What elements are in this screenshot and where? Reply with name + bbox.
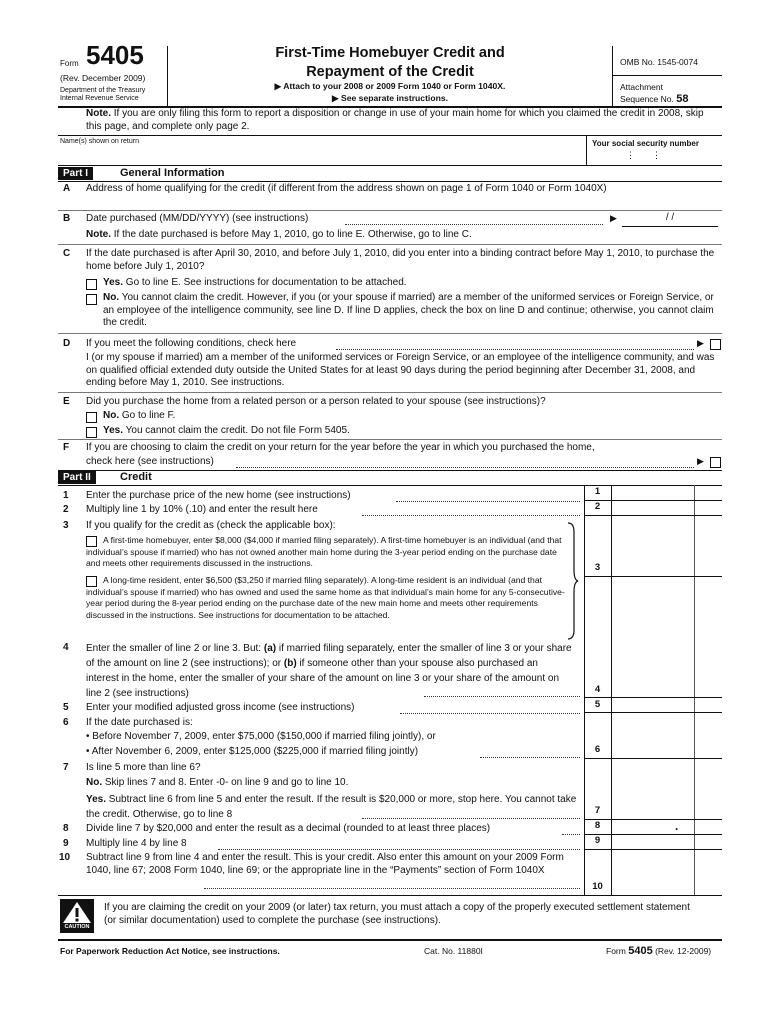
line6-number: 6 [63, 717, 69, 728]
part2-title: Credit [120, 471, 152, 483]
line-e-text: Did you purchase the home from a related person or a person related to your spouse (see instructions)? [86, 396, 546, 407]
line1-amount-field[interactable] [612, 486, 718, 500]
part1-tag: Part I [58, 167, 93, 180]
line2-amount-field[interactable] [612, 501, 718, 515]
line8-box-label: 8 [594, 820, 601, 831]
sequence-number: 58 [676, 93, 689, 105]
line3-option1-text: A first-time homebuyer, enter $8,000 ($4,000 if married filing separately). A first-time homebuyer is an individual (and that individual’s spouse if married) who has not owned another main home during the 3-year period ending on the purchase date and meets other requirements discussed in the instructions. [86, 535, 562, 569]
line-d-checkbox[interactable] [710, 339, 721, 350]
line-c-yes-checkbox[interactable] [86, 279, 97, 290]
line3-option2-text: A long-time resident, enter $6,500 ($3,250 if married filing separately). A long-time resident is an individual (and that individual’s spouse if married) who has owned and used the same home as that individual’s main home for any 5-consecutive-year period during the 8-year period ending on the purchase date of the new main home and meets other requirements discussed in the instructions. See instructions for documentation to be attached. [86, 575, 565, 620]
line-e-no-text: No. Go to line F. [103, 410, 176, 421]
line3-amount-field[interactable] [612, 560, 718, 575]
line9-number: 9 [63, 838, 69, 849]
line-e-no-checkbox[interactable] [86, 412, 97, 423]
date-purchased-field[interactable] [622, 212, 718, 227]
line1-number: 1 [63, 490, 69, 501]
agency-line: Internal Revenue Service [60, 95, 139, 102]
line-b-note: Note. If the date purchased is before May 1, 2010, go to line E. Otherwise, go to line C. [86, 229, 472, 240]
line-e-yes-checkbox[interactable] [86, 427, 97, 438]
line-c-text: If the date purchased is after April 30, 2010, and before July 1, 2010, did you enter into a binding contract before May 1, 2010, to purchase the home before July 1, 2010? [86, 248, 715, 272]
caution-text: If you are claiming the credit on your 2009 (or later) tax return, you must attach a copy of the properly executed settlement statement (or similar documentation) used to complete the purchase (see instructions). [104, 902, 690, 926]
line8-text: Divide line 7 by $20,000 and enter the result as a decimal (rounded to at least three places) [86, 823, 491, 834]
attach-instruction: ▶ Attach to your 2008 or 2009 Form 1040 or Form 1040X. [274, 81, 506, 91]
line-c-yes-text: Yes. Go to line E. See instructions for documentation to be attached. [103, 277, 407, 288]
line6-bullet2: • After November 6, 2009, enter $125,000 ($225,000 if married filing jointly) [86, 746, 419, 757]
line-e-letter: E [63, 396, 70, 407]
line-c-letter: C [63, 248, 71, 259]
line6-bullet1: • Before November 7, 2009, enter $75,000 ($150,000 if married filing jointly), or [86, 731, 436, 742]
line-d-body: I (or my spouse if married) am a member of the uniformed services or Foreign Service, or an employee of the intelligence community, and was on qualified official extended duty outside the United States for at least 90 days during the period beginning after December 31, 2008, and ending before May 1, 2010. See instructions. [86, 352, 715, 388]
line-d-letter: D [63, 338, 71, 349]
line-f-text: If you are choosing to claim the credit on your return for the year before the year in which you purchased the home, [86, 442, 595, 453]
line2-number: 2 [63, 504, 69, 515]
line4-box-label: 4 [594, 684, 601, 695]
date-separators: / / [665, 212, 675, 223]
line1-text: Enter the purchase price of the new home (see instructions) [86, 490, 351, 501]
sequence-label: Sequence No. 58 [620, 93, 689, 105]
line5-box-label: 5 [594, 699, 601, 710]
line6-text: If the date purchased is: [86, 717, 193, 728]
line7-no-text: No. Skip lines 7 and 8. Enter -0- on line 9 and go to line 10. [86, 777, 349, 788]
line8-decimal-field[interactable] [612, 820, 718, 834]
decimal-point: . [675, 819, 679, 833]
attachment-label: Attachment [620, 82, 663, 92]
ssn-label: Your social security number [592, 139, 699, 148]
line1-box-label: 1 [594, 486, 601, 497]
line-b-letter: B [63, 213, 71, 224]
line-f-text2: check here (see instructions) [86, 456, 214, 467]
part1-title: General Information [120, 167, 225, 179]
line-c-no-checkbox[interactable] [86, 294, 97, 305]
line2-text: Multiply line 1 by 10% (.10) and enter the result here [86, 504, 318, 515]
arrow-icon: ▶ [697, 338, 704, 348]
line7-text: Is line 5 more than line 6? [86, 762, 201, 773]
line10-credit-field[interactable] [612, 878, 718, 894]
line7-amount-field[interactable] [612, 804, 718, 819]
line8-number: 8 [63, 823, 69, 834]
line9-text: Multiply line 4 by line 8 [86, 838, 187, 849]
line5-text: Enter your modified adjusted gross income (see instructions) [86, 702, 355, 713]
address-field[interactable] [86, 196, 718, 210]
line10-number: 10 [59, 852, 71, 863]
line3-number: 3 [63, 520, 69, 531]
line4-amount-field[interactable] [612, 683, 718, 697]
arrow-icon: ▶ [610, 213, 617, 223]
form-number: 5405 [86, 40, 144, 70]
line10-box-label: 10 [592, 881, 603, 892]
footer-form-id: Form 5405 (Rev. 12-2009) [606, 945, 712, 957]
line-d-text: If you meet the following conditions, check here [86, 338, 297, 349]
line-f-checkbox[interactable] [710, 457, 721, 468]
department-line: Department of the Treasury [60, 87, 146, 94]
form-label: Form [60, 59, 79, 68]
see-instructions: ▶ See separate instructions. [332, 93, 448, 103]
line4-number: 4 [63, 642, 69, 653]
line3-text: If you qualify for the credit as (check the applicable box): [86, 520, 336, 531]
name-label: Name(s) shown on return [60, 138, 139, 145]
catalog-number: Cat. No. 11880I [424, 946, 483, 956]
line10-text: Subtract line 9 from line 4 and enter the result. This is your credit. Also enter this amount on your 2009 Form 1040, line 67; 2008 Form 1040, line 69; or the appropriate line in the “Payments” section of Form 1040X [86, 852, 564, 876]
line-c-no-text: No. You cannot claim the credit. However, if you (or your spouse if married) are a member of the uniformed services or Foreign Service, or an employee of the intelligence community, see line D. If line D applies, check the box on line D and continue; otherwise, you cannot claim the credit. [103, 292, 714, 328]
line9-box-label: 9 [594, 835, 601, 846]
line-e-yes-text: Yes. You cannot claim the credit. Do not file Form 5405. [103, 425, 350, 436]
paperwork-notice: For Paperwork Reduction Act Notice, see instructions. [60, 946, 280, 956]
name-field[interactable] [60, 146, 585, 165]
ssn-field[interactable]: ⋮ ⋮ [626, 150, 661, 160]
line-f-letter: F [63, 442, 70, 453]
form-title-line1: First-Time Homebuyer Credit and [275, 45, 505, 61]
line2-box-label: 2 [594, 501, 601, 512]
line-a-text: Address of home qualifying for the credit (if different from the address shown on page 1 of Form 1040 or Form 1040X) [86, 183, 607, 194]
line-a-letter: A [63, 183, 71, 194]
caution-icon [60, 899, 94, 933]
line7-number: 7 [63, 762, 69, 773]
part2-tag: Part II [58, 471, 96, 484]
form-title-line2: Repayment of the Credit [306, 64, 474, 80]
line6-box-label: 6 [594, 744, 601, 755]
line9-amount-field[interactable] [612, 835, 718, 849]
line7-yes-text: Yes. Subtract line 6 from line 5 and enter the result. If the result is $20,000 or more, stop here. You cannot take the credit. Otherwise, go to line 8 [86, 794, 577, 820]
arrow-icon: ▶ [697, 456, 704, 466]
line3-box-label: 3 [594, 562, 601, 573]
line6-amount-field[interactable] [612, 742, 718, 757]
revision-date: (Rev. December 2009) [60, 73, 146, 83]
line5-number: 5 [63, 702, 69, 713]
brace-icon [566, 522, 580, 640]
line7-box-label: 7 [594, 805, 601, 816]
caution-label: CAUTION [64, 924, 90, 930]
top-note: Note. If you are only filing this form to report a disposition or change in use of your main home for which you claimed the credit in 2008, skip this page, and complete only page 2. [86, 108, 704, 132]
omb-number: OMB No. 1545-0074 [620, 57, 698, 67]
line5-amount-field[interactable] [612, 698, 718, 712]
line-b-text: Date purchased (MM/DD/YYYY) (see instructions) [86, 213, 309, 224]
line4-text: Enter the smaller of line 2 or line 3. But: (a) if married filing separately, enter the smaller of line 3 or your share of the amount on line 2 (see instructions); or (b) if someone other than your spouse also purchased an interest in the home, enter the smaller of your share of the amount on line 3 or your share of the amount on line 2 (see instructions) [86, 643, 572, 699]
